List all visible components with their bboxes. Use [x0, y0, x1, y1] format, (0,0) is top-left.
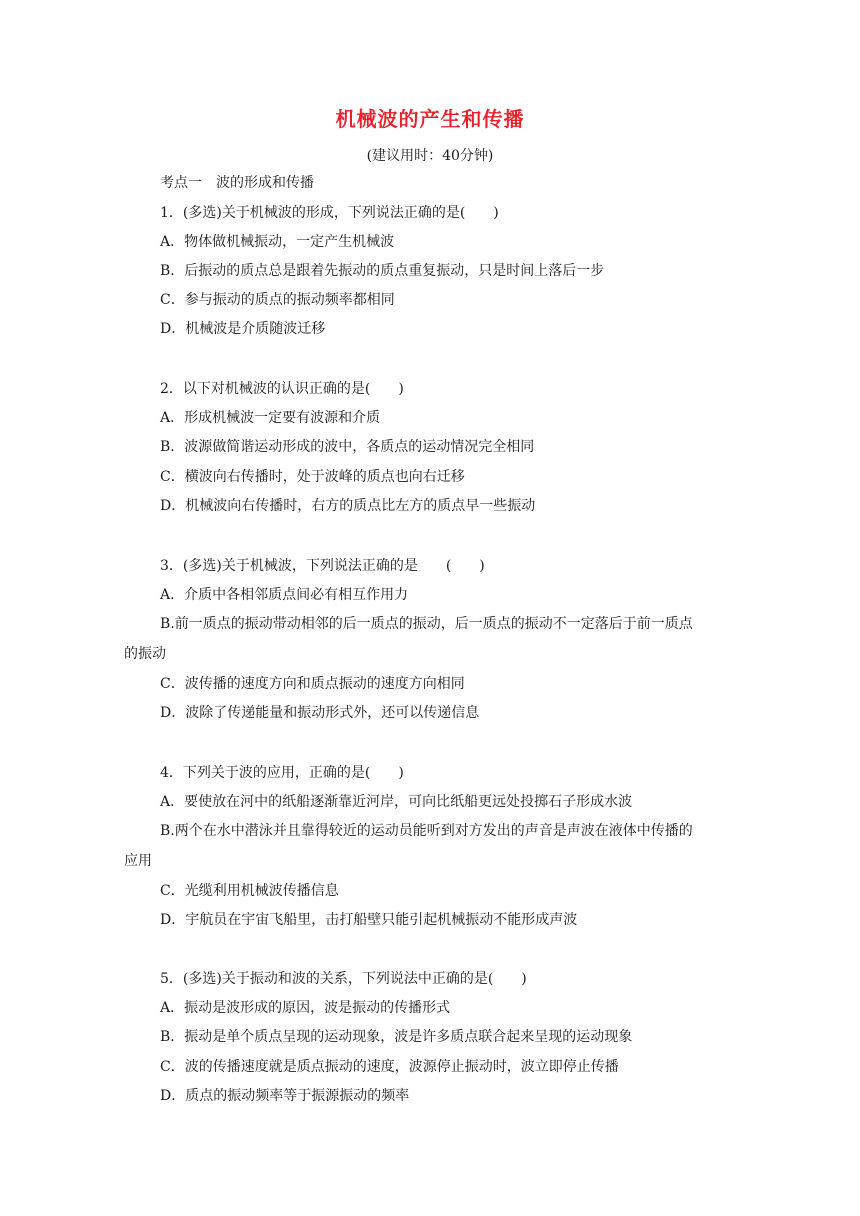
q3-option-c: C．波传播的速度方向和质点振动的速度方向相同 [160, 676, 465, 692]
q3-option-b: B.前一质点的振动带动相邻的后一质点的振动，后一质点的振动不一定落后于前一质点 [160, 616, 693, 632]
q5-option-c: C．波的传播速度就是质点振动的速度，波源停止振动时，波立即停止传播 [160, 1059, 619, 1075]
q4-option-b: B.两个在水中潜泳并且靠得较近的运动员能听到对方发出的声音是声波在液体中传播的 [160, 823, 693, 839]
q3-option-a: A．介质中各相邻质点间必有相互作用力 [160, 587, 409, 603]
q4-option-a: A．要使放在河中的纸船逐渐靠近河岸，可向比纸船更远处投掷石子形成水波 [160, 794, 633, 810]
page-title: 机械波的产生和传播 [335, 107, 525, 131]
q2-stem: 2．以下对机械波的认识正确的是( ) [160, 381, 404, 397]
q1-option-b: B．后振动的质点总是跟着先振动的质点重复振动，只是时间上落后一步 [160, 263, 605, 279]
q2-option-d: D．机械波向右传播时，右方的质点比左方的质点早一些振动 [160, 498, 536, 514]
q3-option-b-continued: 的振动 [124, 646, 166, 662]
q2-option-a: A．形成机械波一定要有波源和介质 [160, 410, 381, 426]
q5-stem: 5．(多选)关于振动和波的关系，下列说法中正确的是( ) [160, 971, 527, 987]
q5-option-b: B．振动是单个质点呈现的运动现象，波是许多质点联合起来呈现的运动现象 [160, 1029, 633, 1045]
q5-option-d: D．质点的振动频率等于振源振动的频率 [160, 1088, 410, 1104]
q4-option-b-continued: 应用 [124, 853, 152, 869]
q1-option-c: C．参与振动的质点的振动频率都相同 [160, 292, 395, 308]
section-heading: 考点一 波的形成和传播 [160, 175, 314, 191]
q1-option-a: A．物体做机械振动，一定产生机械波 [160, 234, 395, 250]
q2-option-c: C．横波向右传播时，处于波峰的质点也向右迁移 [160, 469, 465, 485]
q4-option-c: C．光缆利用机械波传播信息 [160, 883, 339, 899]
q1-stem: 1．(多选)关于机械波的形成，下列说法正确的是( ) [160, 205, 499, 221]
q3-option-d: D．波除了传递能量和振动形式外，还可以传递信息 [160, 705, 480, 721]
q5-option-a: A．振动是波形成的原因，波是振动的传播形式 [160, 1000, 451, 1016]
suggested-time: (建议用时：40分钟) [366, 148, 494, 164]
q2-option-b: B．波源做简谐运动形成的波中，各质点的运动情况完全相同 [160, 439, 535, 455]
q1-option-d: D．机械波是介质随波迁移 [160, 321, 326, 337]
q3-stem: 3．(多选)关于机械波，下列说法正确的是 ( ) [160, 558, 485, 574]
q4-option-d: D．宇航员在宇宙飞船里，击打船壁只能引起机械振动不能形成声波 [160, 912, 578, 928]
q4-stem: 4．下列关于波的应用，正确的是( ) [160, 765, 404, 781]
